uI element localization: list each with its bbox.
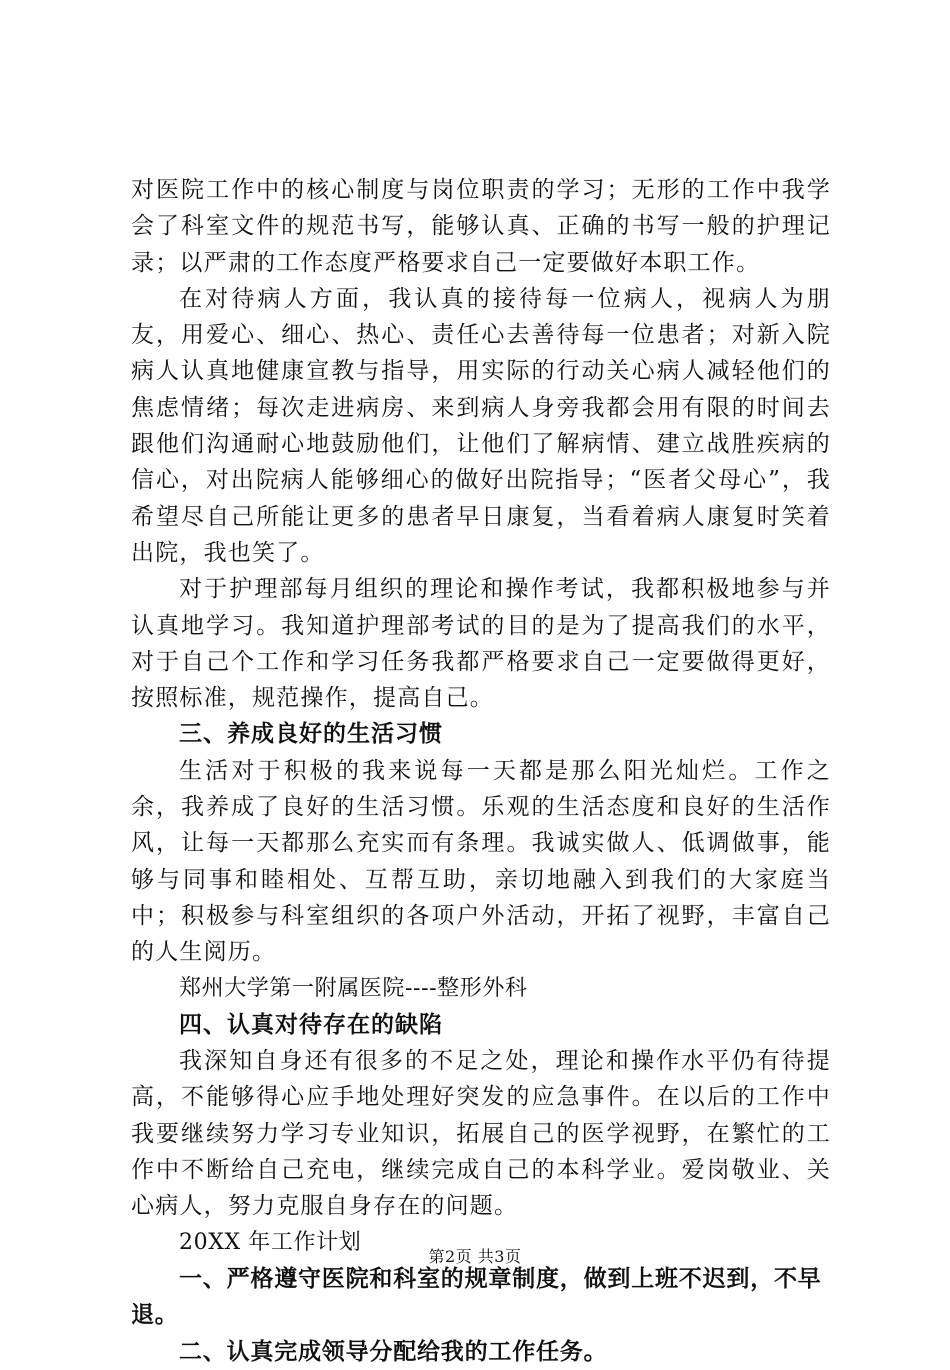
paragraph-life-habits: 生活对于积极的我来说每一天都是那么阳光灿烂。工作之余，我养成了良好的生活习惯。乐观的生活态度和良好的生活作风，让每一天都那么充实而有条理。我诚实做人、低调做事，能够与同事和睦相处、互帮互助，亲切地融入到我们的大家庭当中；积极参与科室组织的各项户外活动，开拓了视野，丰富自己的人生阅历。 (131, 757, 831, 966)
hospital-department-line: 郑州大学第一附属医院----整形外科 (179, 975, 528, 1001)
paragraph-core-system-study: 对医院工作中的核心制度与岗位职责的学习；无形的工作中我学会了科室文件的规范书写，能够认真、正确的书写一般的护理记录；以严肃的工作态度严格要求自己一定要做好本职工作。 (131, 177, 831, 276)
paragraph-nursing-exams: 对于护理部每月组织的理论和操作考试，我都积极地参与并认真地学习。我知道护理部考试的目的是为了提高我们的水平，对于自己个工作和学习任务我都严格要求自己一定要做得更好，按照标准，规范操作，提高自己。 (131, 576, 831, 712)
work-plan-title: 20XX 年工作计划 (179, 1229, 362, 1255)
paragraph-shortcomings: 我深知自身还有很多的不足之处，理论和操作水平仍有待提高，不能够得心应手地处理好突发的应急事件。在以后的工作中我要继续努力学习专业知识，拓展自己的医学视野，在繁忙的工作中不断给自己充电，继续完成自己的本科学业。爱岗敬业、关心病人，努力克服自身存在的问题。 (131, 1048, 831, 1220)
plan-item-rules: 一、严格遵守医院和科室的规章制度，做到上班不迟到，不早退。 (131, 1265, 822, 1329)
page-number-footer: 第2页 共3页 (428, 1247, 522, 1266)
section-heading-life-habits: 三、养成良好的生活习惯 (179, 721, 443, 748)
section-heading-shortcomings: 四、认真对待存在的缺陷 (179, 1011, 443, 1038)
paragraph-patient-care: 在对待病人方面，我认真的接待每一位病人，视病人为朋友，用爱心、细心、热心、责任心去善待每一位患者；对新入院病人认真地健康宣教与指导，用实际的行动关心病人减轻他们的焦虑情绪；每次走进病房、来到病人身旁我都会用有限的时间去跟他们沟通耐心地鼓励他们，让他们了解病情、建立战胜疾病的信心，对出院病人能够细心的做好出院指导；“医者父母心”，我希望尽自己所能让更多的患者早日康复，当看着病人康复时笑着出院，我也笑了。 (131, 285, 831, 566)
plan-item-tasks: 二、认真完成领导分配给我的工作任务。 (179, 1338, 608, 1365)
document-body (131, 172, 831, 1370)
